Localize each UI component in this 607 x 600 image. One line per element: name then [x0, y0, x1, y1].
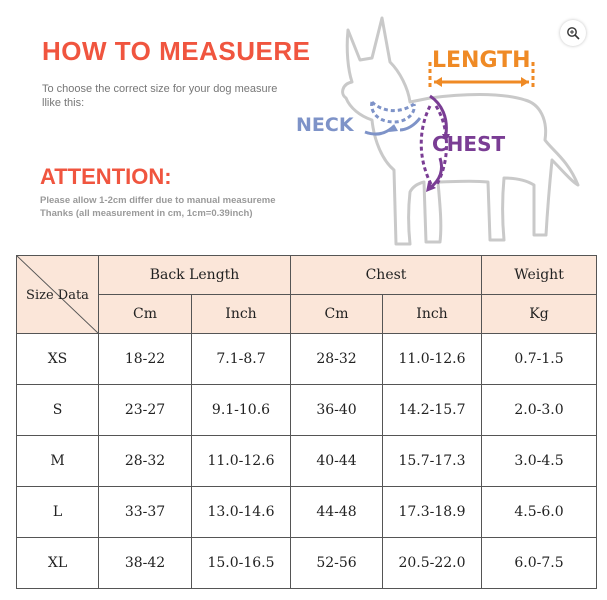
table-cell: 7.1-8.7	[192, 334, 291, 385]
table-cell: 15.7-17.3	[383, 436, 482, 487]
attention-note-line-1: Please allow 1-2cm differ due to manual measureme	[40, 195, 276, 206]
table-cell: 17.3-18.9	[383, 487, 482, 538]
table-cell: 18-22	[99, 334, 192, 385]
group-header-weight: Weight	[482, 256, 597, 295]
table-cell: 38-42	[99, 538, 192, 589]
table-cell: 40-44	[291, 436, 383, 487]
table-cell: 28-32	[99, 436, 192, 487]
group-header-back-length: Back Length	[99, 256, 291, 295]
table-cell: 14.2-15.7	[383, 385, 482, 436]
size-cell: S	[17, 385, 99, 436]
unit-header: Inch	[383, 295, 482, 334]
size-chart-table	[16, 255, 597, 589]
table-row	[17, 487, 597, 538]
attention-note	[40, 194, 310, 220]
table-row	[17, 385, 597, 436]
table-cell: 3.0-4.5	[482, 436, 597, 487]
unit-header: Cm	[99, 295, 192, 334]
unit-header: Cm	[291, 295, 383, 334]
table-cell: 52-56	[291, 538, 383, 589]
attention-heading: ATTENTION:	[40, 164, 172, 189]
size-cell: L	[17, 487, 99, 538]
table-cell: 44-48	[291, 487, 383, 538]
table-cell: 9.1-10.6	[192, 385, 291, 436]
size-cell: M	[17, 436, 99, 487]
length-label: LENGTH	[432, 48, 531, 73]
table-cell: 0.7-1.5	[482, 334, 597, 385]
measurement-diagram	[290, 10, 590, 250]
corner-cell	[17, 256, 99, 334]
chest-label: CHEST	[432, 132, 506, 156]
table-row	[17, 538, 597, 589]
unit-header: Inch	[192, 295, 291, 334]
corner-label: Size Data	[26, 287, 89, 303]
table-cell: 6.0-7.5	[482, 538, 597, 589]
unit-header: Kg	[482, 295, 597, 334]
neck-label: NECK	[296, 114, 354, 136]
table-cell: 20.5-22.0	[383, 538, 482, 589]
group-header-chest: Chest	[291, 256, 482, 295]
measure-instruction: To choose the correct size for your dog measure llike this:	[42, 83, 278, 109]
size-cell: XL	[17, 538, 99, 589]
table-cell: 15.0-16.5	[192, 538, 291, 589]
table-header-units	[17, 295, 597, 334]
table-cell: 2.0-3.0	[482, 385, 597, 436]
page-title: HOW TO MEASUERE	[42, 36, 311, 66]
table-cell: 4.5-6.0	[482, 487, 597, 538]
table-header-groups	[17, 256, 597, 295]
table-cell: 11.0-12.6	[192, 436, 291, 487]
table-cell: 23-27	[99, 385, 192, 436]
table-cell: 33-37	[99, 487, 192, 538]
table-cell: 11.0-12.6	[383, 334, 482, 385]
table-cell: 36-40	[291, 385, 383, 436]
table-row	[17, 334, 597, 385]
table-cell: 13.0-14.6	[192, 487, 291, 538]
table-cell: 28-32	[291, 334, 383, 385]
table-row	[17, 436, 597, 487]
size-cell: XS	[17, 334, 99, 385]
attention-note-line-2: Thanks (all measurement in cm, 1cm=0.39inch)	[40, 208, 253, 219]
